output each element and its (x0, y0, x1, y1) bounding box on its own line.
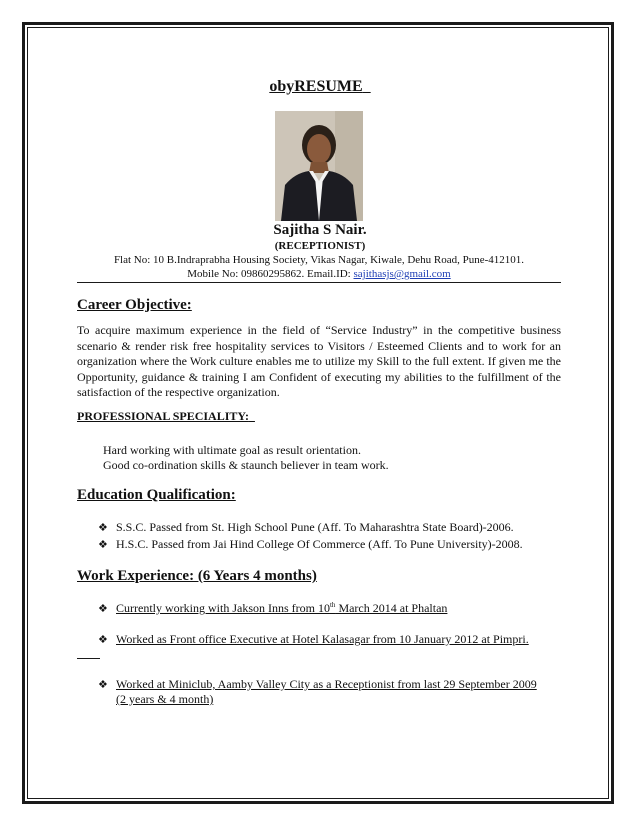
email-link[interactable]: sajithasjs@gmail.com (353, 268, 451, 280)
candidate-address: Flat No: 10 B.Indraprabha Housing Society, Vikas Nagar, Kiwale, Dehu Road, Pune-412101. (113, 254, 525, 266)
candidate-contact (60, 268, 578, 280)
header-divider (77, 282, 561, 283)
career-objective-heading: Career Objective: (77, 297, 192, 313)
work-experience-heading: Work Experience: (6 Years 4 months) (77, 568, 317, 584)
education-heading: Education Qualification: (77, 487, 236, 503)
education-item: ❖ H.S.C. Passed from Jai Hind College Of Commerce (Aff. To Pune University)-2008. (98, 537, 523, 551)
candidate-name: Sajitha S Nair. (273, 222, 367, 238)
education-item: ❖ S.S.C. Passed from St. High School Pune (Aff. To Maharashtra State Board)-2006. (98, 520, 514, 534)
contact-mobile: Mobile No: 09860295862. Email.ID: (187, 268, 354, 280)
candidate-role: (RECEPTIONIST) (274, 240, 366, 252)
diamond-bullet-icon: ❖ (98, 634, 108, 646)
profile-photo (275, 111, 363, 221)
speciality-line: Good co-ordination skills & staunch believer in team work. (103, 458, 389, 472)
diamond-bullet-icon: ❖ (98, 522, 108, 534)
speciality-line: Hard working with ultimate goal as result orientation. (103, 443, 361, 457)
experience-item: ❖ Worked as Front office Executive at Hotel Kalasagar from 10 January 2012 at Pimpri. (98, 632, 529, 646)
diamond-bullet-icon: ❖ (98, 679, 108, 691)
separator-line (77, 658, 100, 659)
experience-item-continued: (2 years & 4 month) (116, 692, 214, 706)
diamond-bullet-icon: ❖ (98, 539, 108, 551)
career-objective-text: To acquire maximum experience in the field of “Service Industry” in the competitive business scenario & render risk free hospitality services to Visitors / Esteemed Clients and to work for an organization where the Work culture enables me to utilize my Skill to the full extent. If given me the Opportunity, guidance & training I am Confident of executing my abilities to the fulfillment of the satisfaction of the respective organization. (77, 323, 561, 400)
resume-title: obyRESUME (269, 78, 363, 95)
profile-photo-illustration (275, 111, 363, 221)
experience-item: ❖ Worked at Miniclub, Aamby Valley City as a Receptionist from last 29 September 2009 (98, 677, 537, 691)
experience-item: ❖ Currently working with Jakson Inns from 10th March 2014 at Phaltan (98, 601, 448, 615)
diamond-bullet-icon: ❖ (98, 603, 108, 615)
professional-speciality-heading: PROFESSIONAL SPECIALITY: (77, 409, 249, 423)
